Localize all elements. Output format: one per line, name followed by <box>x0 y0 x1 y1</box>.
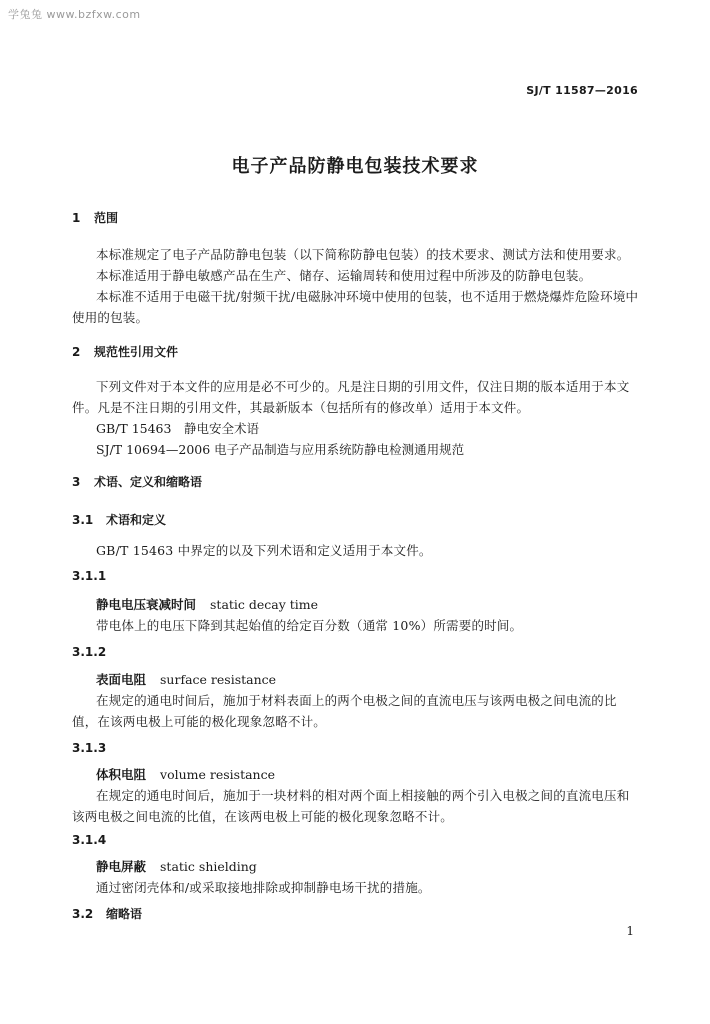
section-2-body <box>72 376 642 460</box>
section-title: 规范性引用文件 <box>94 345 179 359</box>
section-number: 1 <box>72 211 81 225</box>
section-2-heading <box>72 342 642 363</box>
section-number: 3.1 <box>72 513 94 527</box>
section-3-1-heading <box>72 510 642 531</box>
term-chinese: 静电屏蔽 <box>96 859 147 874</box>
paragraph: 本标准适用于静电敏感产品在生产、储存、运输周转和使用过程中所涉及的防静电包装。 <box>96 268 592 283</box>
term-definition: 通过密闭壳体和/或采取接地排除或抑制静电场干扰的措施。 <box>96 880 431 895</box>
term-english: surface resistance <box>160 672 277 687</box>
term-3-1-3-number <box>72 738 642 759</box>
term-english: static decay time <box>210 597 319 612</box>
term-number: 3.1.1 <box>72 569 107 583</box>
term-3-1-1-number <box>72 566 642 587</box>
section-3-heading <box>72 472 642 493</box>
term-definition: 带电体上的电压下降到其起始值的给定百分数（通常 10%）所需要的时间。 <box>96 618 523 633</box>
term-number: 3.1.2 <box>72 645 107 659</box>
term-chinese: 表面电阻 <box>96 672 147 687</box>
paragraph: 本标准规定了电子产品防静电包装（以下简称防静电包装）的技术要求、测试方法和使用要求。 <box>96 247 630 262</box>
section-title: 缩略语 <box>106 907 143 921</box>
term-chinese: 体积电阻 <box>96 767 147 782</box>
term-3-1-4 <box>72 856 642 898</box>
term-3-1-4-number <box>72 830 642 851</box>
reference-item: GB/T 15463 静电安全术语 <box>96 421 259 436</box>
term-english: volume resistance <box>160 767 275 782</box>
term-definition: 在规定的通电时间后，施加于一块材料的相对两个面上相接触的两个引入电极之间的直流电压和该两电极之间电流的比值，在该两电极上可能的极化现象忽略不计。 <box>72 788 630 824</box>
paragraph: GB/T 15463 中界定的以及下列术语和定义适用于本文件。 <box>96 543 432 558</box>
document-title: 电子产品防静电包装技术要求 <box>231 156 479 177</box>
term-chinese: 静电电压衰减时间 <box>96 597 197 612</box>
term-definition: 在规定的通电时间后，施加于材料表面上的两个电极之间的直流电压与该两电极之间电流的比值，在该两电极上可能的极化现象忽略不计。 <box>72 693 617 729</box>
section-number: 3.2 <box>72 907 94 921</box>
term-3-1-2 <box>72 669 642 732</box>
term-number: 3.1.3 <box>72 741 107 755</box>
reference-item: SJ/T 10694—2006 电子产品制造与应用系统防静电检测通用规范 <box>96 442 465 457</box>
term-3-1-2-number <box>72 642 642 663</box>
term-english: static shielding <box>160 859 257 874</box>
standard-code: SJ/T 11587—2016 <box>526 84 638 97</box>
watermark: 学兔兔 www.bzfxw.com <box>8 8 141 21</box>
section-1-body <box>72 244 642 328</box>
term-number: 3.1.4 <box>72 833 107 847</box>
page-number: 1 <box>626 924 634 938</box>
section-title: 术语、定义和缩略语 <box>94 475 203 489</box>
section-number: 2 <box>72 345 81 359</box>
paragraph: 本标准不适用于电磁干扰/射频干扰/电磁脉冲环境中使用的包装，也不适用于燃烧爆炸危险环境中使用的包装。 <box>72 289 639 325</box>
paragraph: 下列文件对于本文件的应用是必不可少的。凡是注日期的引用文件，仅注日期的版本适用于本文件。凡是不注日期的引用文件，其最新版本（包括所有的修改单）适用于本文件。 <box>72 379 630 415</box>
section-3-1-body <box>72 540 642 561</box>
term-3-1-3 <box>72 764 642 827</box>
section-title: 术语和定义 <box>106 513 167 527</box>
section-number: 3 <box>72 475 81 489</box>
section-3-2-heading <box>72 904 642 925</box>
term-3-1-1 <box>72 594 642 636</box>
section-title: 范围 <box>94 211 119 225</box>
section-1-heading <box>72 208 642 229</box>
